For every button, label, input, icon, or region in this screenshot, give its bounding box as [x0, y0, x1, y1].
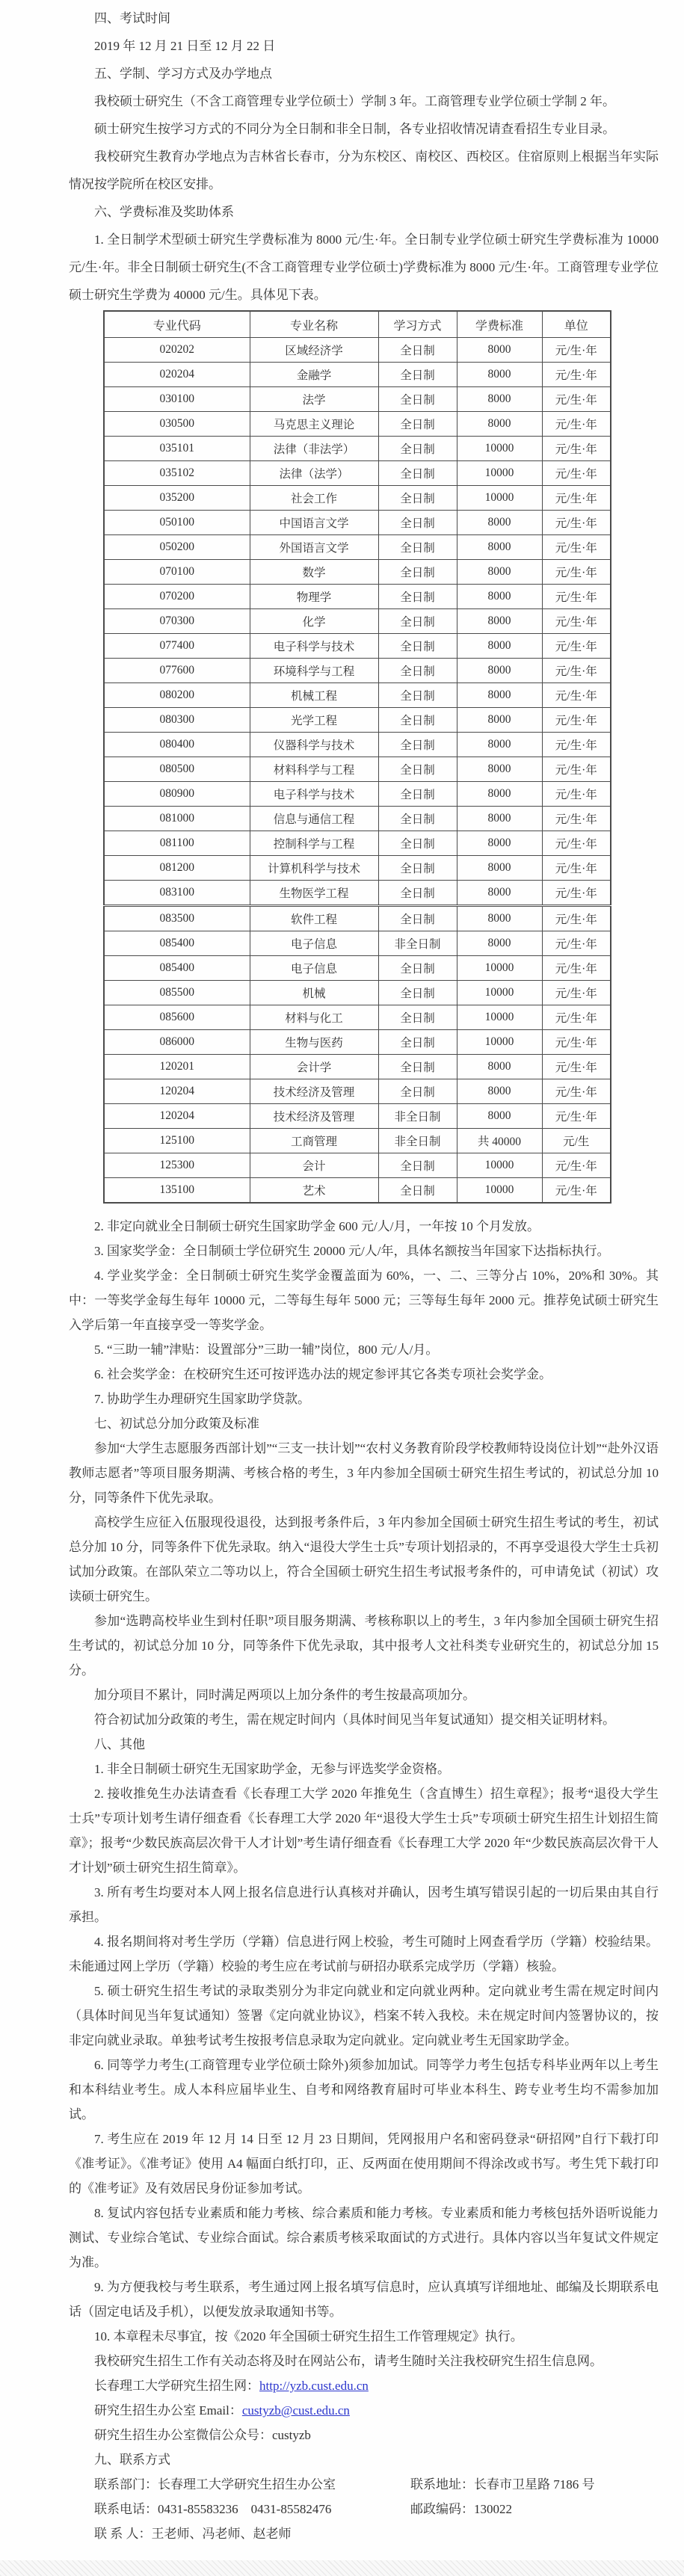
cell-study-mode: 全日制 — [378, 981, 457, 1005]
cell-study-mode: 全日制 — [378, 511, 457, 535]
doc-paragraph: 3. 国家奖学金：全日制硕士学位研究生 20000 元/人/年，具体名额按当年国家下达指标执行。 — [94, 1244, 610, 1258]
contact-row — [69, 2521, 659, 2546]
cell-unit: 元/生·年 — [542, 363, 611, 387]
cell-unit: 元/生·年 — [542, 560, 611, 585]
table-row — [104, 486, 611, 511]
cell-major-name: 光学工程 — [250, 708, 378, 733]
table-row — [104, 387, 611, 412]
cell-unit: 元/生·年 — [542, 338, 611, 363]
doc-paragraph: 2. 接收推免生办法请查看《长春理工大学 2020 年推免生（含直博生）招生章程》；报考“退役大学生士兵”专项计划考生请仔细查看《长春理工大学 2020 年“退役大学生士兵”专项硕士研究生招生计划招生简章》；报考“少数民族高层次骨干人才计划”考生请仔细查看《长春理工大学 2020 年“少数民族高层次骨干人才计划”硕士研究生招生简章》。 — [69, 1787, 659, 1875]
cell-unit: 元/生·年 — [542, 956, 611, 981]
tuition-table — [103, 310, 611, 1204]
cell-study-mode: 全日制 — [378, 659, 457, 683]
cell-tuition: 8000 — [457, 659, 542, 683]
table-row — [104, 363, 611, 387]
cell-major-code: 020202 — [104, 338, 250, 363]
cell-study-mode: 全日制 — [378, 956, 457, 981]
cell-unit: 元/生·年 — [542, 1005, 611, 1030]
cell-major-name: 计算机科学与技术 — [250, 856, 378, 881]
doc-paragraph: 我校硕士研究生（不含工商管理专业学位硕士）学制 3 年。工商管理专业学位硕士学制 2 年。 — [94, 94, 615, 108]
table-row — [104, 437, 611, 461]
cell-major-code: 085500 — [104, 981, 250, 1005]
cell-tuition: 8000 — [457, 757, 542, 782]
cell-tuition: 8000 — [457, 412, 542, 437]
cell-unit: 元/生·年 — [542, 1030, 611, 1055]
cell-major-code: 135100 — [104, 1178, 250, 1204]
cell-major-name: 工商管理 — [250, 1129, 378, 1153]
cell-tuition: 10000 — [457, 1178, 542, 1204]
cell-major-code: 080200 — [104, 683, 250, 708]
table-row — [104, 782, 611, 807]
doc-paragraph: 1. 全日制学术型硕士研究生学费标准为 8000 元/生·年。全日制专业学位硕士研究生学费标准为 10000 元/生·年。非全日制硕士研究生(不含工商管理专业学位硕士)学费标准为 8000 元/生·年。工商管理专业学位硕士研究生学费为 40000 元/生。具体见下表。 — [69, 232, 659, 302]
cell-major-name: 化学 — [250, 609, 378, 634]
cell-major-code: 070300 — [104, 609, 250, 634]
cell-tuition: 10000 — [457, 981, 542, 1005]
table-row — [104, 1030, 611, 1055]
cell-unit: 元/生·年 — [542, 437, 611, 461]
table-row — [104, 412, 611, 437]
cell-major-code: 120204 — [104, 1079, 250, 1104]
cell-study-mode: 全日制 — [378, 363, 457, 387]
cell-major-name: 会计学 — [250, 1055, 378, 1079]
cell-major-name: 会计 — [250, 1153, 378, 1178]
cell-major-code: 085400 — [104, 956, 250, 981]
cell-unit: 元/生·年 — [542, 387, 611, 412]
cell-major-name: 法律（法学） — [250, 461, 378, 486]
cell-major-code: 020204 — [104, 363, 250, 387]
cell-tuition: 8000 — [457, 683, 542, 708]
cell-study-mode: 全日制 — [378, 906, 457, 931]
doc-paragraph: 8. 复试内容包括专业素质和能力考核、综合素质和能力考核。专业素质和能力考核包括外语听说能力测试、专业综合笔试、专业综合面试。综合素质考核采取面试的方式进行。具体内容以当年复试文件规定为准。 — [69, 2206, 659, 2270]
col-header-major-name: 专业名称 — [250, 311, 378, 338]
table-row — [104, 981, 611, 1005]
table-row — [104, 1178, 611, 1204]
cell-tuition: 8000 — [457, 1104, 542, 1129]
cell-tuition: 8000 — [457, 634, 542, 659]
cell-major-code: 080900 — [104, 782, 250, 807]
section-exam-and-tuition-intro — [69, 4, 659, 309]
cell-major-name: 电子信息 — [250, 931, 378, 956]
cell-study-mode: 全日制 — [378, 1005, 457, 1030]
email-line — [69, 2398, 659, 2423]
cell-study-mode: 全日制 — [378, 683, 457, 708]
cell-unit: 元/生·年 — [542, 1153, 611, 1178]
wechat-line: 研究生招生办公室微信公众号：custyzb — [94, 2428, 311, 2442]
table-row — [104, 659, 611, 683]
doc-paragraph: 符合初试加分政策的考生，需在规定时间内（具体时间见当年复试通知）提交相关证明材料。 — [94, 1713, 615, 1727]
cell-major-name: 电子科学与技术 — [250, 634, 378, 659]
table-row — [104, 733, 611, 757]
cell-unit: 元/生·年 — [542, 683, 611, 708]
bottom-hatch-strip — [0, 2560, 684, 2576]
doc-paragraph: 参加“大学生志愿服务西部计划”“三支一扶计划”“农村义务教育阶段学校教师特设岗位计划”“赴外汉语教师志愿者”等项目服务期满、考核合格的考生，3 年内参加全国硕士研究生招生考试的，初试总分加 10 分，同等条件下优先录取。 — [69, 1441, 659, 1505]
table-row — [104, 708, 611, 733]
cell-tuition: 10000 — [457, 461, 542, 486]
doc-paragraph: 高校学生应征入伍服现役退役，达到报考条件后，3 年内参加全国硕士研究生招生考试的考生，初试总分加 10 分，同等条件下优先录取。纳入“退役大学生士兵”专项计划招录的，不再享受退役大学生士兵初试加分政策。在部队荣立二等功以上，符合全国硕士研究生招生考试报考条件的，可申请免试（初试）攻读硕士研究生。 — [69, 1515, 659, 1603]
doc-paragraph: 10. 本章程未尽事宜，按《2020 年全国硕士研究生招生工作管理规定》执行。 — [94, 2329, 523, 2344]
cell-tuition: 8000 — [457, 338, 542, 363]
doc-paragraph: 1. 非全日制硕士研究生无国家助学金，无参与评选奖学金资格。 — [94, 1762, 450, 1776]
cell-major-code: 077600 — [104, 659, 250, 683]
cell-study-mode: 全日制 — [378, 1079, 457, 1104]
cell-major-name: 材料与化工 — [250, 1005, 378, 1030]
cell-tuition: 8000 — [457, 807, 542, 831]
cell-major-code: 125300 — [104, 1153, 250, 1178]
cell-unit: 元/生·年 — [542, 511, 611, 535]
cell-study-mode: 全日制 — [378, 412, 457, 437]
table-row — [104, 535, 611, 560]
header-row — [104, 311, 611, 338]
table-row — [104, 856, 611, 881]
policy-paragraphs — [69, 1214, 659, 2373]
cell-study-mode: 全日制 — [378, 1055, 457, 1079]
table-row — [104, 1005, 611, 1030]
cell-major-name: 软件工程 — [250, 906, 378, 931]
website-line — [69, 2373, 659, 2398]
cell-tuition: 8000 — [457, 511, 542, 535]
cell-study-mode: 全日制 — [378, 437, 457, 461]
cell-study-mode: 全日制 — [378, 585, 457, 609]
cell-tuition: 8000 — [457, 782, 542, 807]
doc-paragraph: 七、初试总分加分政策及标准 — [94, 1417, 259, 1431]
cell-tuition: 8000 — [457, 881, 542, 906]
doc-paragraph: 2019 年 12 月 21 日至 12 月 22 日 — [94, 39, 276, 53]
cell-unit: 元/生·年 — [542, 1178, 611, 1204]
cell-study-mode: 全日制 — [378, 634, 457, 659]
cell-unit: 元/生·年 — [542, 609, 611, 634]
table-row — [104, 1055, 611, 1079]
cell-tuition: 8000 — [457, 363, 542, 387]
cell-major-code: 080500 — [104, 757, 250, 782]
cell-major-name: 金融学 — [250, 363, 378, 387]
table-row — [104, 634, 611, 659]
contact-left: 联系电话：0431-85583236 0431-85582476 — [94, 2502, 332, 2516]
cell-major-name: 技术经济及管理 — [250, 1079, 378, 1104]
table-row — [104, 338, 611, 363]
cell-study-mode: 全日制 — [378, 856, 457, 881]
cell-major-code: 030500 — [104, 412, 250, 437]
cell-major-code: 085600 — [104, 1005, 250, 1030]
cell-tuition: 8000 — [457, 535, 542, 560]
table-row — [104, 683, 611, 708]
admissions-website-link[interactable]: http://yzb.cust.edu.cn — [259, 2379, 369, 2393]
doc-paragraph: 7. 协助学生办理研究生国家助学贷款。 — [94, 1392, 310, 1406]
cell-major-name: 中国语言文学 — [250, 511, 378, 535]
cell-study-mode: 全日制 — [378, 609, 457, 634]
table-row — [104, 461, 611, 486]
contact-right: 联系地址：长春市卫星路 7186 号 — [410, 2477, 595, 2492]
cell-major-code: 070200 — [104, 585, 250, 609]
cell-unit: 元/生·年 — [542, 412, 611, 437]
cell-major-code: 083100 — [104, 881, 250, 906]
cell-unit: 元/生·年 — [542, 807, 611, 831]
cell-tuition: 8000 — [457, 560, 542, 585]
cell-study-mode: 全日制 — [378, 1153, 457, 1178]
doc-paragraph: 我校研究生教育办学地点为吉林省长春市，分为东校区、南校区、西校区。住宿原则上根据当年实际情况按学院所在校区安排。 — [69, 150, 659, 191]
cell-major-name: 法律（非法学） — [250, 437, 378, 461]
doc-paragraph: 2. 非定向就业全日制硕士研究生国家助学金 600 元/人/月，一年按 10 个月发放。 — [94, 1219, 540, 1233]
cell-unit: 元/生·年 — [542, 585, 611, 609]
table-row — [104, 807, 611, 831]
cell-unit: 元/生·年 — [542, 708, 611, 733]
cell-study-mode: 非全日制 — [378, 931, 457, 956]
website-label: 长春理工大学研究生招生网： — [94, 2379, 259, 2393]
cell-tuition: 8000 — [457, 931, 542, 956]
doc-paragraph: 4. 学业奖学金：全日制硕士研究生奖学金覆盖面为 60%，一、二、三等分占 10%，20%和 30%。其中：一等奖学金每生每年 10000 元，二等每生每年 5000 元；三等每生每年 2000 元。推荐免试硕士研究生入学后第一年直接享受一等奖学金。 — [69, 1269, 659, 1332]
table-row — [104, 831, 611, 856]
cell-unit: 元/生·年 — [542, 981, 611, 1005]
doc-paragraph: 五、学制、学习方式及办学地点 — [94, 67, 272, 81]
doc-paragraph: 9. 为方便我校与考生联系，考生通过网上报名填写信息时，应认真填写详细地址、邮编及长期联系电话（固定电话及手机），以便发放录取通知书等。 — [69, 2280, 659, 2319]
cell-unit: 元/生·年 — [542, 906, 611, 931]
cell-study-mode: 全日制 — [378, 387, 457, 412]
cell-major-name: 环境科学与工程 — [250, 659, 378, 683]
doc-paragraph: 硕士研究生按学习方式的不同分为全日制和非全日制，各专业招收情况请查看招生专业目录。 — [94, 122, 615, 136]
cell-major-code: 030100 — [104, 387, 250, 412]
table-row — [104, 881, 611, 906]
cell-study-mode: 全日制 — [378, 782, 457, 807]
cell-study-mode: 全日制 — [378, 807, 457, 831]
contact-left: 联 系 人：王老师、冯老师、赵老师 — [94, 2527, 292, 2541]
cell-tuition: 8000 — [457, 585, 542, 609]
doc-paragraph: 6. 同等学力考生(工商管理专业学位硕士除外)须参加加试。同等学力考生包括专科毕业两年以上考生和本科结业考生。成人本科应届毕业生、自考和网络教育届时可毕业本科生、跨专业考生均不需参加加试。 — [69, 2058, 659, 2121]
col-header-major-code: 专业代码 — [104, 311, 250, 338]
cell-major-name: 法学 — [250, 387, 378, 412]
cell-major-code: 035102 — [104, 461, 250, 486]
table-row — [104, 1129, 611, 1153]
cell-major-code: 080300 — [104, 708, 250, 733]
cell-unit: 元/生·年 — [542, 659, 611, 683]
email-label: 研究生招生办公室 Email： — [94, 2403, 242, 2418]
doc-paragraph: 六、学费标准及奖助体系 — [94, 205, 234, 219]
contact-rows — [69, 2472, 659, 2546]
cell-tuition: 10000 — [457, 956, 542, 981]
table-row — [104, 956, 611, 981]
contact-right: 邮政编码：130022 — [410, 2502, 512, 2516]
doc-paragraph: 3. 所有考生均要对本人网上报名信息进行认真核对并确认，因考生填写错误引起的一切后果由其自行承担。 — [69, 1885, 659, 1924]
contact-row — [69, 2472, 659, 2497]
cell-tuition: 8000 — [457, 831, 542, 856]
doc-paragraph: 四、考试时间 — [94, 11, 170, 25]
tuition-table-header — [104, 311, 611, 338]
table-row — [104, 585, 611, 609]
cell-study-mode: 全日制 — [378, 1030, 457, 1055]
cell-major-code: 035101 — [104, 437, 250, 461]
doc-paragraph: 八、其他 — [94, 1737, 145, 1751]
cell-tuition: 10000 — [457, 1153, 542, 1178]
cell-study-mode: 全日制 — [378, 486, 457, 511]
table-row — [104, 511, 611, 535]
cell-unit: 元/生·年 — [542, 856, 611, 881]
cell-tuition: 8000 — [457, 609, 542, 634]
cell-major-name: 机械工程 — [250, 683, 378, 708]
cell-study-mode: 全日制 — [378, 757, 457, 782]
table-row — [104, 906, 611, 931]
cell-study-mode: 全日制 — [378, 338, 457, 363]
cell-major-code: 050200 — [104, 535, 250, 560]
cell-unit: 元/生·年 — [542, 1055, 611, 1079]
cell-tuition: 8000 — [457, 733, 542, 757]
cell-major-code: 083500 — [104, 906, 250, 931]
doc-paragraph: 4. 报名期间将对考生学历（学籍）信息进行网上校验，考生可随时上网查看学历（学籍）校验结果。未能通过网上学历（学籍）校验的考生应在考试前与研招办联系完成学历（学籍）核验。 — [69, 1935, 659, 1973]
cell-tuition: 8000 — [457, 708, 542, 733]
cell-major-code: 035200 — [104, 486, 250, 511]
cell-tuition: 10000 — [457, 1030, 542, 1055]
cell-unit: 元/生·年 — [542, 486, 611, 511]
admissions-email-link[interactable]: custyzb@cust.edu.cn — [241, 2403, 350, 2418]
cell-study-mode: 全日制 — [378, 831, 457, 856]
cell-study-mode: 全日制 — [378, 560, 457, 585]
doc-paragraph: 参加“选聘高校毕业生到村任职”项目服务期满、考核称职以上的考生，3 年内参加全国硕士研究生招生考试的，初试总分加 10 分，同等条件下优先录取，其中报考人文社科类专业研究生的，初试总分加 15 分。 — [69, 1614, 659, 1677]
cell-major-code: 080400 — [104, 733, 250, 757]
cell-study-mode: 非全日制 — [378, 1104, 457, 1129]
doc-paragraph: 5. “三助一辅”津贴：设置部分”三助一辅”岗位，800 元/人/月。 — [94, 1343, 439, 1357]
cell-tuition: 8000 — [457, 856, 542, 881]
cell-major-name: 材料科学与工程 — [250, 757, 378, 782]
cell-major-name: 数学 — [250, 560, 378, 585]
cell-major-code: 081000 — [104, 807, 250, 831]
cell-major-name: 控制科学与工程 — [250, 831, 378, 856]
cell-major-name: 电子信息 — [250, 956, 378, 981]
table-row — [104, 560, 611, 585]
cell-tuition: 共 40000 — [457, 1129, 542, 1153]
cell-unit: 元/生·年 — [542, 634, 611, 659]
cell-tuition: 8000 — [457, 387, 542, 412]
cell-major-code: 125100 — [104, 1129, 250, 1153]
contact-row — [69, 2497, 659, 2521]
cell-study-mode: 全日制 — [378, 881, 457, 906]
cell-major-code: 081100 — [104, 831, 250, 856]
cell-major-name: 机械 — [250, 981, 378, 1005]
cell-unit: 元/生·年 — [542, 931, 611, 956]
cell-tuition: 8000 — [457, 906, 542, 931]
doc-paragraph: 加分项目不累计，同时满足两项以上加分条件的考生按最高项加分。 — [94, 1688, 475, 1702]
col-header-tuition: 学费标准 — [457, 311, 542, 338]
cell-study-mode: 全日制 — [378, 535, 457, 560]
table-row — [104, 757, 611, 782]
cell-major-name: 生物与医药 — [250, 1030, 378, 1055]
cell-major-name: 艺术 — [250, 1178, 378, 1204]
contact-left: 联系部门：长春理工大学研究生招生办公室 — [94, 2477, 336, 2492]
cell-unit: 元/生·年 — [542, 733, 611, 757]
cell-major-name: 马克思主义理论 — [250, 412, 378, 437]
table-row — [104, 931, 611, 956]
cell-study-mode: 全日制 — [378, 733, 457, 757]
contact-heading: 九、联系方式 — [94, 2453, 170, 2467]
cell-unit: 元/生·年 — [542, 782, 611, 807]
cell-major-code: 086000 — [104, 1030, 250, 1055]
table-row — [104, 1104, 611, 1129]
doc-paragraph: 5. 硕士研究生招生考试的录取类别分为非定向就业和定向就业两种。定向就业考生需在规定时间内（具体时间见当年复试通知）签署《定向就业协议》，档案不转入我校。未在规定时间内签署协议的，按非定向就业录取。单独考试考生按报考信息录取为定向就业。定向就业考生无国家助学金。 — [69, 1984, 659, 2047]
doc-paragraph: 我校研究生招生工作有关动态将及时在网站公布，请考生随时关注我校研究生招生信息网。 — [94, 2354, 603, 2368]
cell-major-name: 生物医学工程 — [250, 881, 378, 906]
cell-major-code: 120204 — [104, 1104, 250, 1129]
section-policies-and-other — [69, 1214, 659, 2546]
cell-major-code: 050100 — [104, 511, 250, 535]
cell-unit: 元/生·年 — [542, 535, 611, 560]
cell-study-mode: 全日制 — [378, 1178, 457, 1204]
cell-study-mode: 全日制 — [378, 461, 457, 486]
cell-major-name: 外国语言文学 — [250, 535, 378, 560]
cell-major-name: 仪器科学与技术 — [250, 733, 378, 757]
cell-major-name: 信息与通信工程 — [250, 807, 378, 831]
cell-unit: 元/生 — [542, 1129, 611, 1153]
cell-tuition: 10000 — [457, 1005, 542, 1030]
cell-major-name: 区域经济学 — [250, 338, 378, 363]
cell-major-name: 社会工作 — [250, 486, 378, 511]
doc-paragraph: 7. 考生应在 2019 年 12 月 14 日至 12 月 23 日期间，凭网报用户名和密码登录“研招网”自行下载打印《准考证》。《准考证》使用 A4 幅面白纸打印，正、反两面在使用期间不得涂改或书写。考生凭下载打印的《准考证》及有效居民身份证参加考试。 — [69, 2132, 659, 2196]
cell-unit: 元/生·年 — [542, 881, 611, 906]
cell-major-code: 077400 — [104, 634, 250, 659]
table-row — [104, 609, 611, 634]
cell-major-name: 物理学 — [250, 585, 378, 609]
table-row — [104, 1153, 611, 1178]
cell-major-name: 技术经济及管理 — [250, 1104, 378, 1129]
cell-unit: 元/生·年 — [542, 757, 611, 782]
col-header-unit: 单位 — [542, 311, 611, 338]
col-header-study-mode: 学习方式 — [378, 311, 457, 338]
cell-tuition: 10000 — [457, 437, 542, 461]
cell-major-code: 085400 — [104, 931, 250, 956]
cell-major-code: 081200 — [104, 856, 250, 881]
doc-paragraph: 6. 社会奖学金：在校研究生还可按评选办法的规定参评其它各类专项社会奖学金。 — [94, 1367, 552, 1381]
cell-unit: 元/生·年 — [542, 1079, 611, 1104]
cell-unit: 元/生·年 — [542, 1104, 611, 1129]
cell-major-code: 070100 — [104, 560, 250, 585]
cell-study-mode: 全日制 — [378, 708, 457, 733]
cell-tuition: 8000 — [457, 1079, 542, 1104]
cell-tuition: 10000 — [457, 486, 542, 511]
cell-unit: 元/生·年 — [542, 831, 611, 856]
cell-major-name: 电子科学与技术 — [250, 782, 378, 807]
cell-unit: 元/生·年 — [542, 461, 611, 486]
cell-major-code: 120201 — [104, 1055, 250, 1079]
table-row — [104, 1079, 611, 1104]
tuition-table-body — [104, 338, 611, 1204]
cell-tuition: 8000 — [457, 1055, 542, 1079]
cell-study-mode: 非全日制 — [378, 1129, 457, 1153]
